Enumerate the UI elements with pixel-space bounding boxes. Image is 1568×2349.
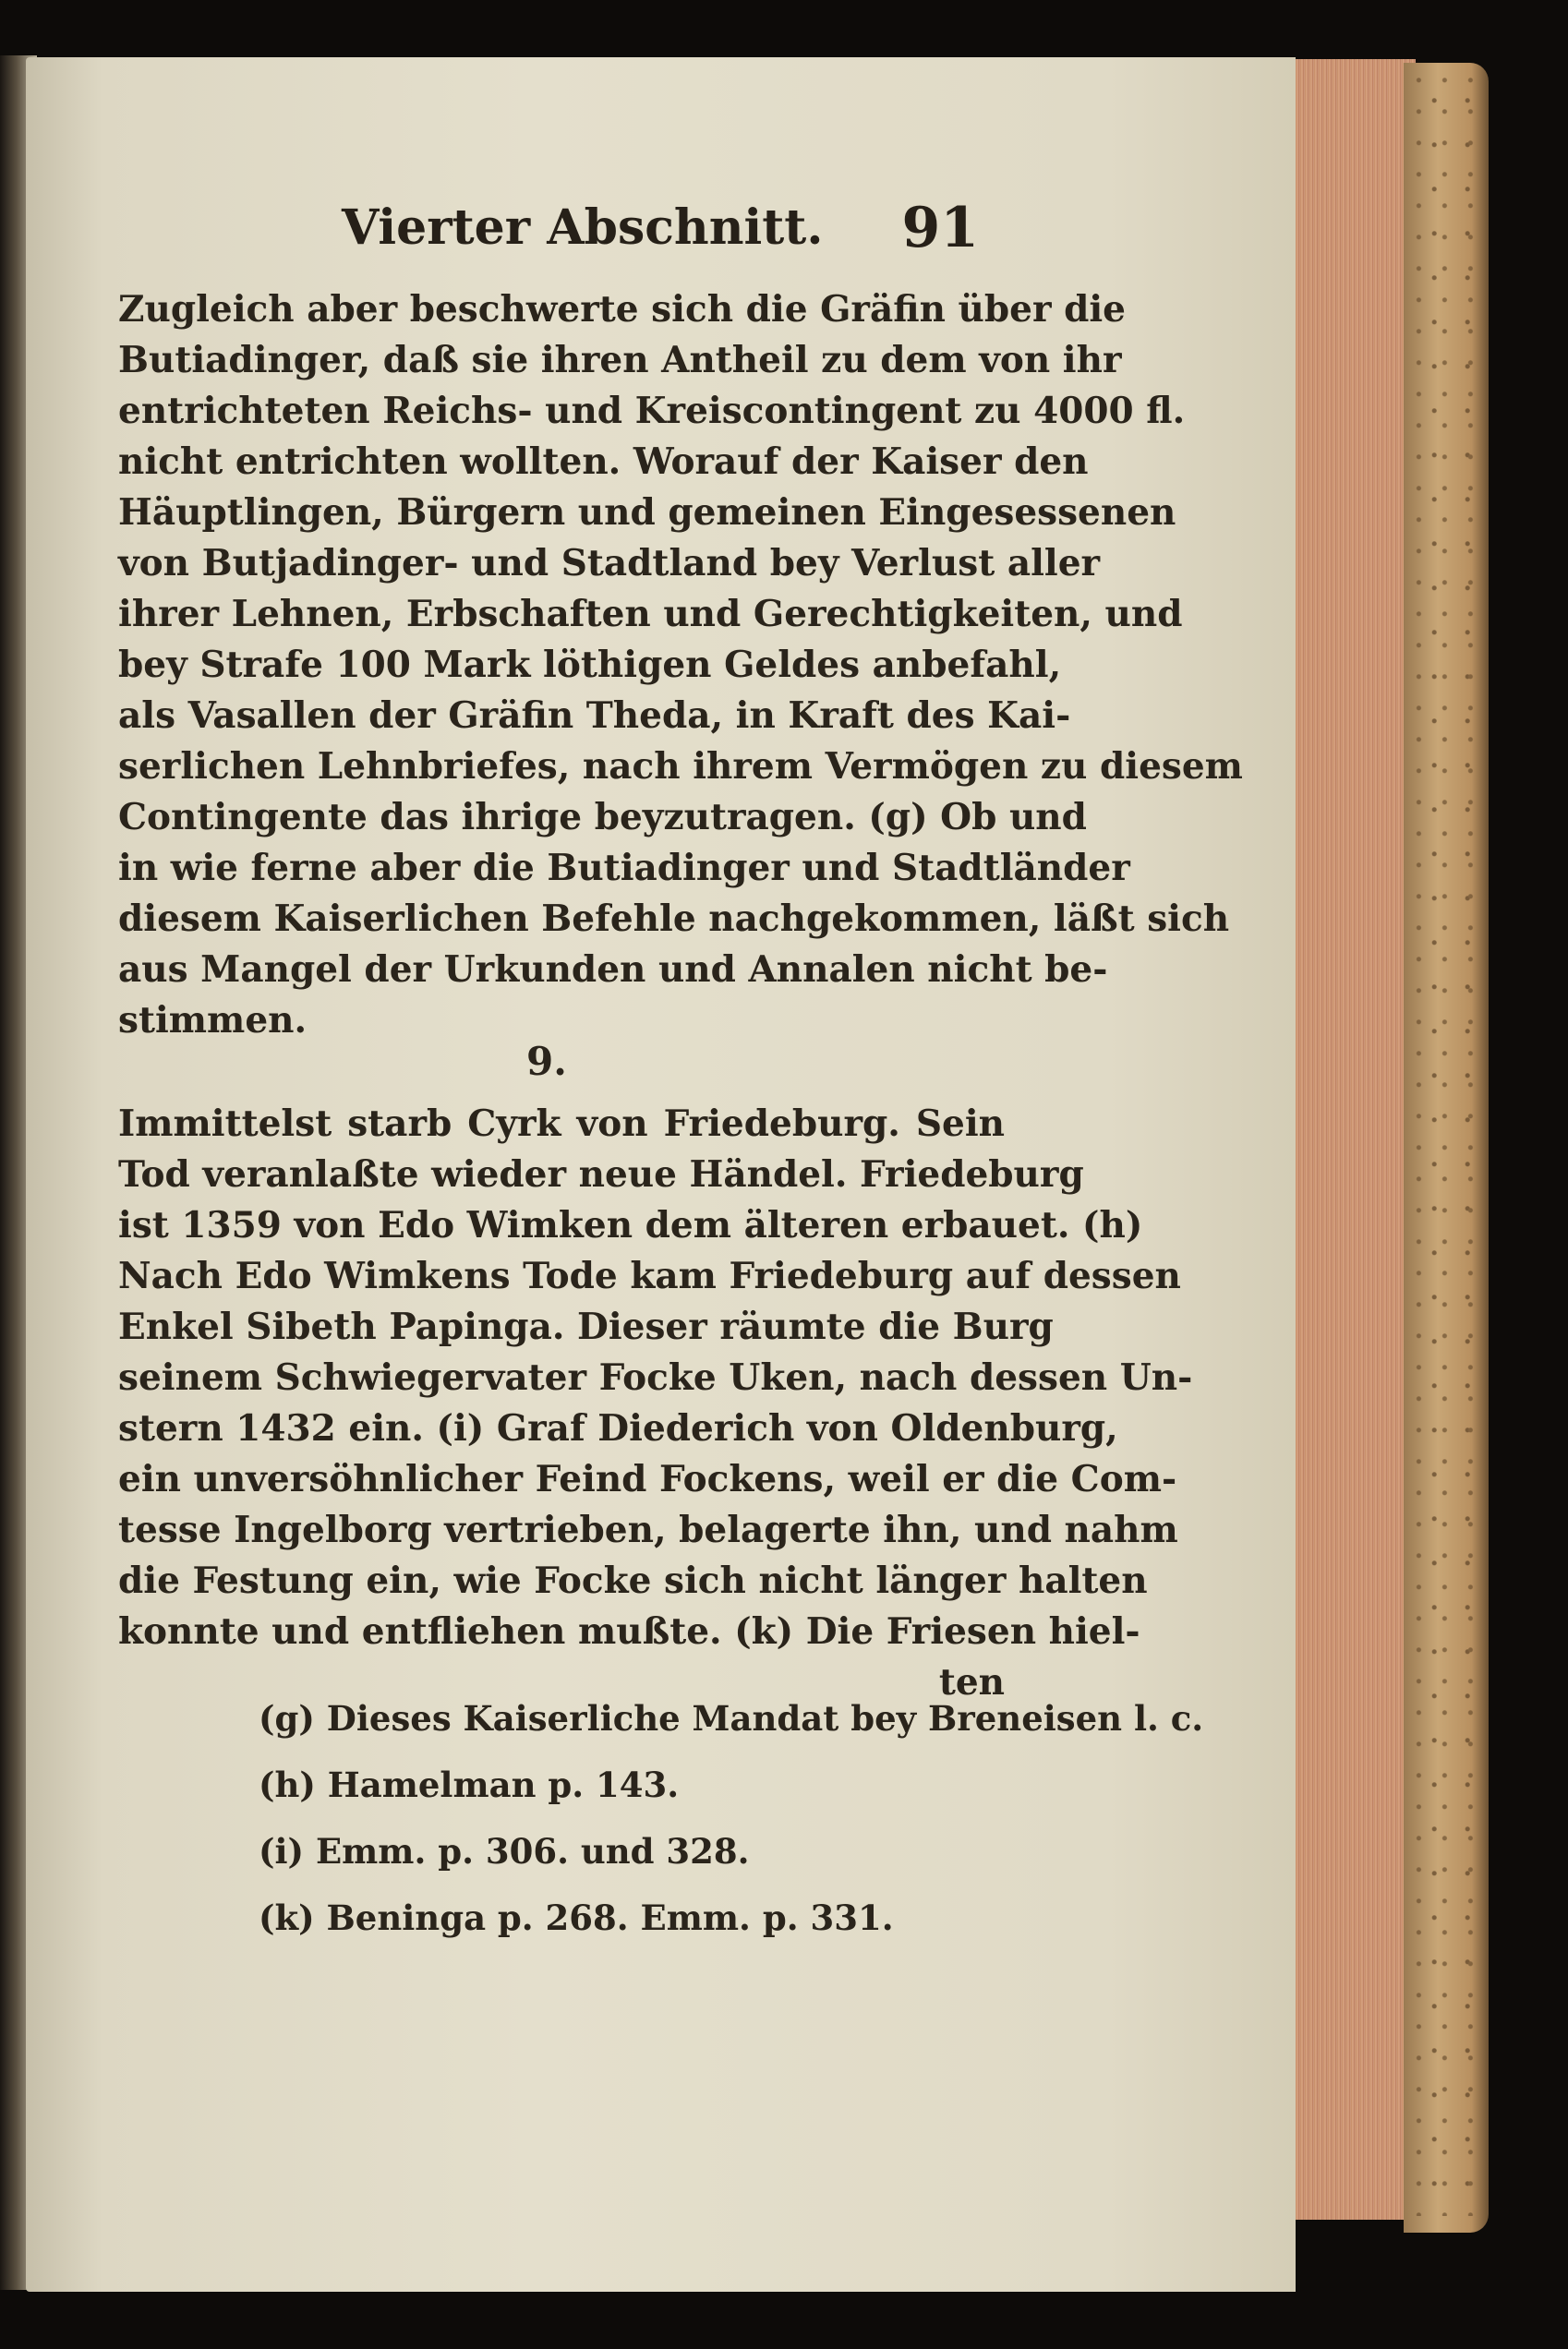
footnote-i: (i) Emm. p. 306. und 328. bbox=[259, 1831, 750, 1872]
page-stack-edges bbox=[1284, 59, 1416, 2220]
text-line: die Festung ein, wie Focke sich nicht länger halten bbox=[118, 1560, 1148, 1602]
text-line: entrichteten Reichs- und Kreiscontingent zu 4000 fl. bbox=[118, 390, 1186, 432]
text-line: serlichen Lehnbriefes, nach ihrem Vermögen zu diesem bbox=[118, 745, 1243, 788]
text-line: Nach Edo Wimkens Tode kam Friedeburg auf dessen bbox=[118, 1255, 1181, 1297]
cover-texture bbox=[1411, 74, 1485, 2216]
text-line: Enkel Sibeth Papinga. Dieser räumte die Burg bbox=[118, 1306, 1054, 1348]
footnote-h: (h) Hamelman p. 143. bbox=[259, 1765, 680, 1805]
text-line: von Butjadinger- und Stadtland bey Verlust aller bbox=[118, 542, 1101, 584]
text-line: nicht entrichten wollten. Worauf der Kaiser den bbox=[118, 440, 1089, 483]
text-line: als Vasallen der Gräfin Theda, in Kraft des Kai- bbox=[118, 694, 1071, 737]
section-number: 9. bbox=[526, 1039, 567, 1084]
text-line: stimmen. bbox=[118, 999, 308, 1042]
paragraph-1 bbox=[118, 284, 1243, 1046]
catchword: ten bbox=[938, 1661, 1005, 1704]
text-line: seinem Schwiegervater Focke Uken, nach dessen Un- bbox=[118, 1356, 1193, 1399]
text-line: Tod veranlaßte wieder neue Händel. Friedeburg bbox=[118, 1153, 1084, 1196]
paragraph-2 bbox=[118, 1099, 1193, 1708]
footnote-g: (g) Dieses Kaiserliche Mandat bey Breneisen l. c. bbox=[259, 1698, 1204, 1739]
text-line: konnte und entfliehen mußte. (k) Die Friesen hiel- bbox=[118, 1610, 1140, 1653]
text-line: diesem Kaiserlichen Befehle nachgekommen, läßt sich bbox=[118, 897, 1230, 940]
text-line: ein unversöhnlicher Feind Fockens, weil er die Com- bbox=[118, 1458, 1177, 1500]
text-line: Zugleich aber beschwerte sich die Gräfin über die bbox=[118, 288, 1126, 331]
text-line: in wie ferne aber die Butiadinger und Stadtländer bbox=[118, 847, 1130, 889]
page-number: 91 bbox=[901, 196, 979, 260]
text-line: Immittelst starb Cyrk von Friedeburg. Sein bbox=[118, 1102, 1005, 1145]
text-line: stern 1432 ein. (i) Graf Diederich von Oldenburg, bbox=[118, 1407, 1118, 1450]
page-header bbox=[332, 192, 979, 275]
footnote-k: (k) Beninga p. 268. Emm. p. 331. bbox=[259, 1897, 894, 1938]
text-line: ist 1359 von Edo Wimken dem älteren erbauet. (h) bbox=[118, 1204, 1143, 1247]
running-head: Vierter Abschnitt. bbox=[342, 199, 824, 256]
text-line: tesse Ingelborg vertrieben, belagerte ihn, und nahm bbox=[118, 1509, 1178, 1551]
footnotes bbox=[259, 1685, 1204, 1951]
text-line: ihrer Lehnen, Erbschaften und Gerechtigkeiten, und bbox=[118, 593, 1183, 635]
text-line: bey Strafe 100 Mark löthigen Geldes anbefahl, bbox=[118, 644, 1062, 686]
text-line: Häuptlingen, Bürgern und gemeinen Eingesessenen bbox=[118, 491, 1176, 534]
text-line: aus Mangel der Urkunden und Annalen nicht be- bbox=[118, 948, 1108, 991]
text-line: Butiadinger, daß sie ihren Antheil zu dem von ihr bbox=[118, 339, 1122, 381]
text-line: Contingente das ihrige beyzutragen. (g) Ob und bbox=[118, 796, 1087, 838]
